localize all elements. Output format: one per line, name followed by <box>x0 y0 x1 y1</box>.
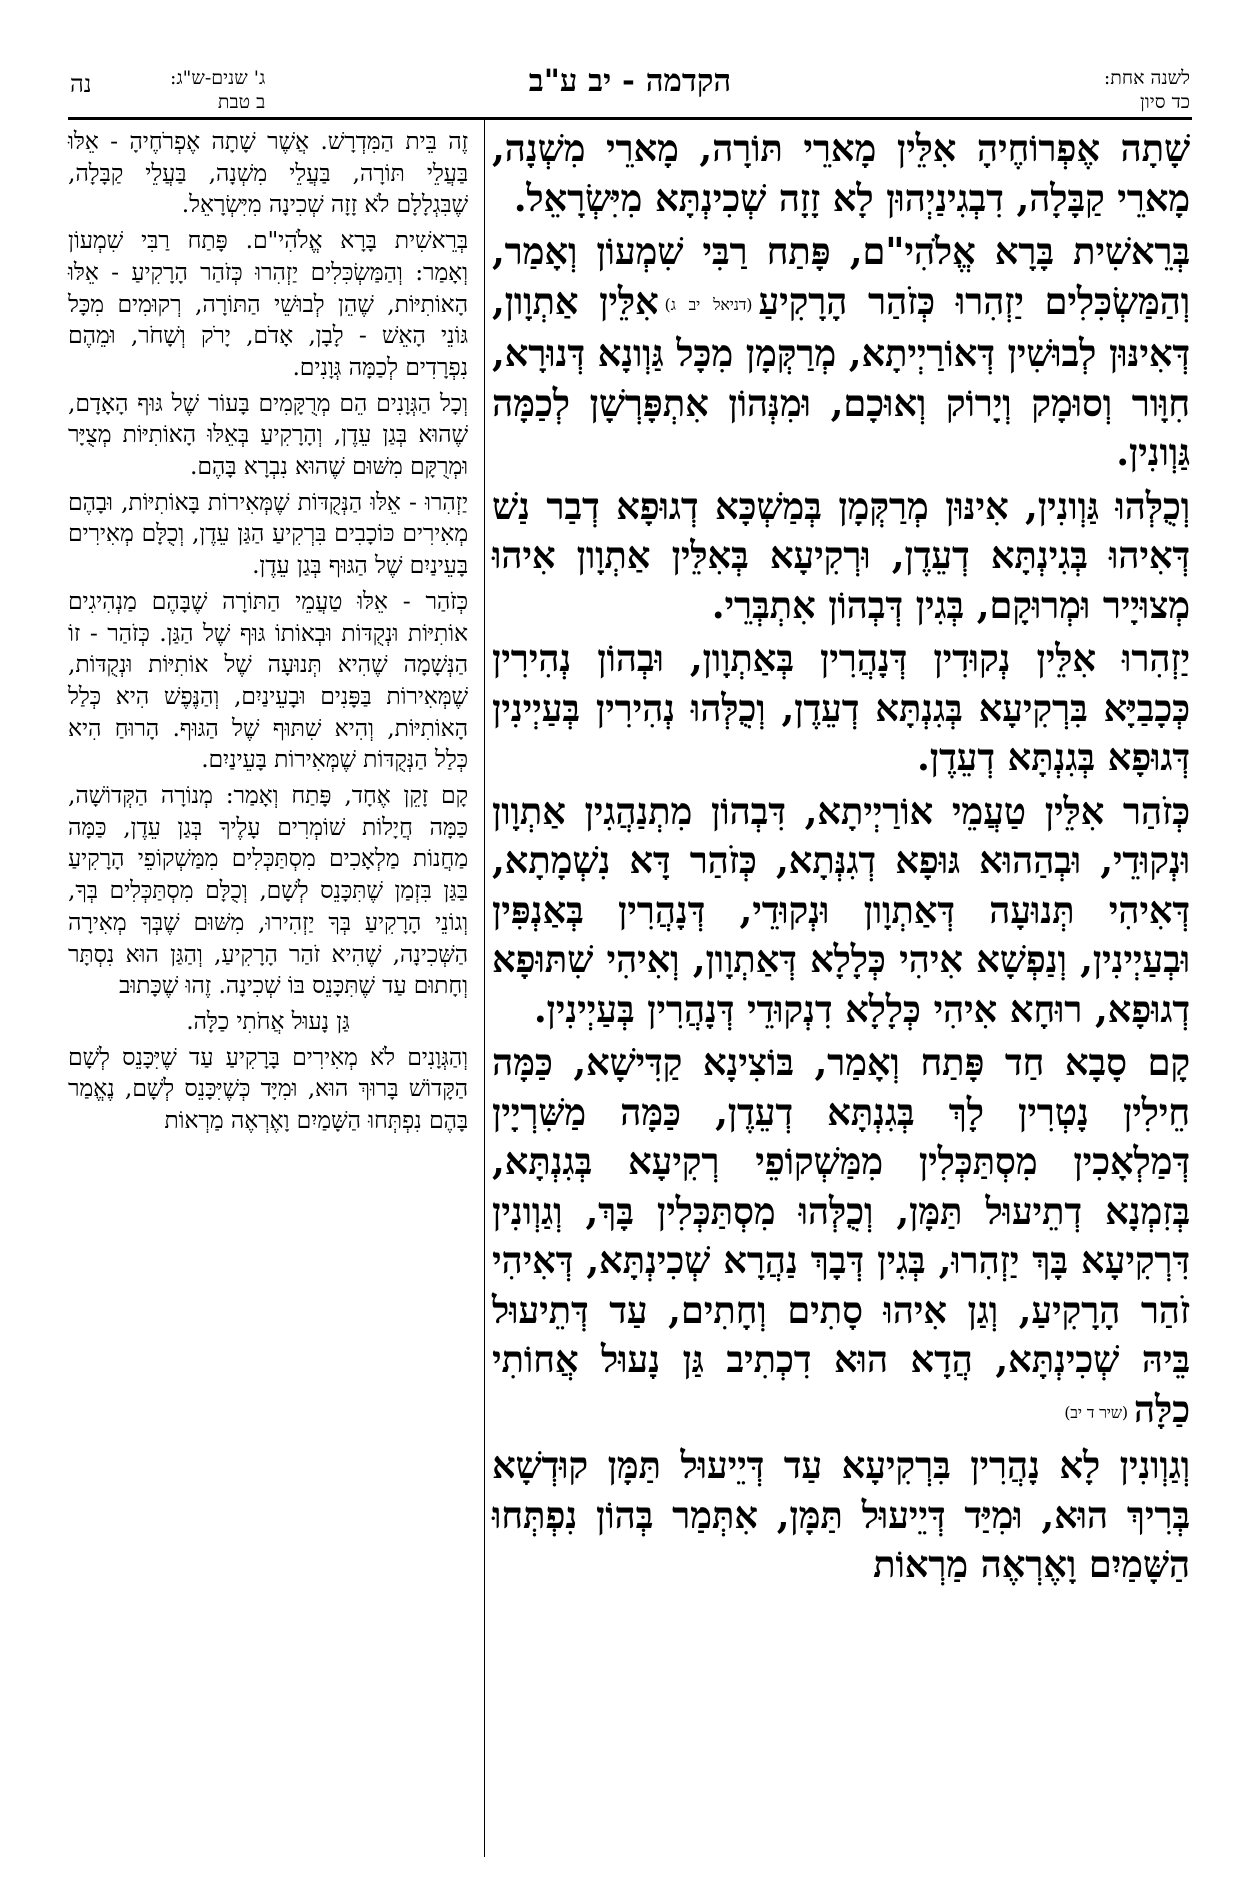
schedule-label: ג' שנים-ש"ג: <box>170 67 266 89</box>
verse-reference: (דניאל יב ג) <box>664 294 753 314</box>
header-divider <box>68 117 1192 120</box>
main-paragraph: שָׁתָה אֶפְרוֹחֶיהָ אִלֵּין מָארֵי תּוֹרָה, מָארֵי מִשְׁנָה, מָארֵי קַבָּלָה, דִבְגִינַיְהוּן לָא זָזָה שְׁכִינְתָּא מִיִּשְׂרָאֵל. <box>492 126 1190 220</box>
schedule-date: כד סיון <box>1140 91 1190 113</box>
schedule-label: לשנה אחת: <box>1103 67 1190 89</box>
main-paragraph: בְּרֵאשִׁית בָּרָא אֱלֹהִי"ם, פָּתַח רַבִּי שִׁמְעוֹן וְאָמַר, וְהַמַּשְׂכִּלִים יַזְהִרוּ כְּזֹהַר הָרָקִיעַ(דניאל יב ג)אִלֵּין אַתְוָון, דְּאִינּוּן לְבוּשִׁין דְּאוֹרַיְיתָא, מְרַקְּמָן מִכָּל גַּוְונָא דְּנוּרָא, חִוָּור וְסוּמָק וְיָרוֹק וְאוּכָם, וּמִנְּהוֹן אִתְפָּרְשָׁן לְכַמָּה גַּוְונִין. <box>492 229 1191 474</box>
schedule-date: ב טבת <box>217 91 266 113</box>
main-paragraph: וְגַוְונִין לָא נָהֲרִין בִּרְקִיעָא עַד דְּיֵיעוּל תַּמָּן קוּדְשָׁא בְּרִיךְ הוּא, וּמִיַּד דְּיֵיעוּל תַּמָּן, אִתְּמַר בְּהוֹן נִפְתְּחוּ הַשָּׁמַיִם וָאֶרְאֶה מַרְאוֹת <box>492 1443 1190 1586</box>
translation-paragraph: זֶה בֵּית הַמִּדְרָשׁ. אֲשֶׁר שָׁתָה אֶפְרֹחֶיהָ - אֵלּוּ בַּעֲלֵי תּוֹרָה, בַּעֲלֵי מִשְׁנָה, בַּעֲלֵי קַבָּלָה, שֶׁבִּגְלָלָם לֹא זָזָה שְׁכִינָה מִיִּשְׂרָאֵל. <box>68 127 468 219</box>
translation-paragraph: בְּרֵאשִׁית בָּרָא אֱלֹהִי"ם. פָּתַח רַבִּי שִׁמְעוֹן וְאָמַר: וְהַמַּשְׂכִּלִים יַזְהִרוּ כְּזֹהַר הָרָקִיעַ - אֵלּוּ הָאוֹתִיּוֹת, שֶׁהֵן לְבוּשֵׁי הַתּוֹרָה, רְקוּמִים מִכָּל גּוֹנֵי הָאֵשׁ - לָבָן, אָדֹם, יָרֹק וְשָׁחֹר, וּמֵהֶם נִפְרָדִים לְכַמָּה גְּוָנִים. <box>68 226 468 381</box>
main-paragraph: וְכֻלְּהוּ גַּוְונִין, אִינּוּן מְרַקְּמָן בְּמַשְׁכָּא דְגוּפָא דְבַר נַשׁ דְּאִיהוּ בְּגִינְתָּא דְעֵדֶן, וּרְקִיעָא בְּאִלֵּין אַתְוָון אִיהוּ מְצוּיָיר וּמְרוּקָם, בְּגִין דְּבְהוֹן אִתְבְּרֵי. <box>492 483 1190 627</box>
translation-paragraph: קָם זָקֵן אֶחָד, פָּתַח וְאָמַר: מְנוֹרָה הַקְּדוֹשָׁה, כַּמָּה חֲיָלוֹת שׁוֹמְרִים עָלֶיךָ בְּגַן עֵדֶן, כַּמָּה מַחֲנוֹת מַלְאָכִים מִסְתַּכְּלִים מִמַּשְׁקוֹפֵי הָרָקִיעַ בַּגַּן בִּזְמַן שֶׁתִּכָּנֵס לְשָׁם, וְכֻלָּם מִסְתַּכְּלִים בְּךָ, וְגוֹנֵי הָרָקִיעַ בְּךָ יַזְהִירוּ, מִשּׁוּם שֶׁבְּךָ מְאִירָה הַשְּׁכִינָה, שֶׁהִיא זֹהַר הָרָקִיעַ, וְהַגַּן הוּא נִסְתָּר וְחָתוּם עַד שֶׁתִּכָּנֵס בּוֹ שְׁכִינָה. זֶהוּ שֶׁכָּתוּב <box>68 781 468 1000</box>
translation-paragraph: יַזְהִרוּ - אֵלּוּ הַנְּקֻדּוֹת שֶׁמְּאִירוֹת בָּאוֹתִיּוֹת, וּבָהֶם מְאִירִים כּוֹכָבִים בִּרְקִיעַ הַגַּן עֵדֶן, וְכֻלָּם מְאִירִים בָּעֵינַיִם שֶׁל הַגּוּף בְּגַן עֵדֶן. <box>68 487 468 580</box>
translation-paragraph: כְּזֹהַר - אֵלּוּ טַעֲמֵי הַתּוֹרָה שֶׁבָּהֶם מַנְהִיגִים אוֹתִיּוֹת וּנְקֻדּוֹת וּבְאוֹתוֹ גּוּף שֶׁל הַגַּן. כְּזֹהַר - זוֹ הַנְּשָׁמָה שֶׁהִיא תְּנוּעָה שֶׁל אוֹתִיּוֹת וּנְקֻדּוֹת, שֶׁמְּאִירוֹת בַּפָּנִים וּבָעֵינַיִם, וְהַנֶּפֶשׁ הִיא כְּלַל הָאוֹתִיּוֹת, וְהִיא שִׁתּוּף שֶׁל הַגּוּף. הָרוּחַ הִיא כְּלַל הַנְּקֻדּוֹת שֶׁמְּאִירוֹת בָּעֵינַיִם. <box>68 586 468 774</box>
translation-paragraph: וְהַגְּוָנִים לֹא מְאִירִים בָּרָקִיעַ עַד שֶׁיִּכָּנֵס לְשָׁם הַקָּדוֹשׁ בָּרוּךְ הוּא, וּמִיָּד כְּשֶׁיִּכָּנֵס לְשָׁם, נֶאֱמַר בָּהֶם נִפְתְּחוּ הַשָּׁמַיִם וָאֶרְאֶה מַרְאוֹת <box>68 1042 468 1135</box>
page-title: הקדמה - יב ע"ב <box>528 63 732 99</box>
translation-column <box>68 126 468 1141</box>
main-paragraph: קָם סָבָא חַד פָּתַח וְאָמַר, בּוֹצִינָא קַדִּישָׁא, כַּמָּה חֵילִין נָטְרִין לָךְ בְּגִנְתָּא דְעֵדֶן, כַּמָּה מַשִּׁרְיָין דְּמַלְאָכִין מִסְתַּכְּלִין מִמַּשְׁקוֹפֵי רְקִיעָא בְּגִנְתָּא, בְּזִמְנָא דְתֵיעוּל תַּמָּן, וְכֻלְּהוּ מִסְתַּכְּלִין בָּךְ, וְגַוְונִין דִּרְקִיעָא בָּךְ יַזְהִרוּ, בְּגִין דְּבָךְ נַהֲרָא שְׁכִינְתָּא, דְּאִיהִי זֹהַר הָרָקִיעַ, וְגַן אִיהוּ סָתִים וְחָתִים, עַד דְּתֵיעוּל בֵּיהּ שְׁכִינְתָּא, הֲדָא הוּא דִכְתִיב גַּן נָעוּל אֲחוֹתִי כַלָּה(שיר ד יב) <box>492 1040 1190 1431</box>
page-number: נה <box>70 70 92 98</box>
translation-verse-quote: גַּן נָעוּל אֲחֹתִי כַלָּה. <box>186 1006 350 1035</box>
column-divider <box>484 117 485 1857</box>
main-paragraph: כְּזֹהַר אִלֵּין טַעֲמֵי אוֹרַיְיתָא, דִּבְהוֹן מִתְנַהֲגִין אַתְוָון וּנְקוּדֵי, וּבְהַהוּא גּוּפָא דְגִנְּתָא, כְּזֹהַר דָּא נִשְׁמָתָא, דְּאִיהִי תְּנוּעָה דְּאַתְוָון וּנְקוּדֵי, דְּנָהֲרִין בְּאַנְפִּין וּבְעַיְינִין, וְנַפְשָׁא אִיהִי כְּלָלָא דְּאַתְוָון, וְאִיהִי שִׁתּוּפָא דְגוּפָא, רוּחָא אִיהִי כְּלָלָא דִנְקוּדֵי דְּנָהֲרִין בְּעַיְינִין. <box>492 788 1190 1031</box>
translation-paragraph: וְכָל הַגְּוָנִים הֵם מְרֻקָּמִים בָּעוֹר שֶׁל גּוּף הָאָדָם, שֶׁהוּא בְּגַן עֵדֶן, וְהָרָקִיעַ בְּאֵלּוּ הָאוֹתִיּוֹת מְצֻיָּר וּמְרֻקָּם מִשּׁוּם שֶׁהוּא נִבְרָא בָּהֶם. <box>68 388 468 481</box>
page-header <box>0 0 1260 118</box>
verse-reference: (שיר ד יב) <box>1064 1402 1128 1422</box>
reading-schedule-three-years <box>170 66 265 114</box>
main-text-column <box>492 124 1190 1594</box>
main-paragraph: יַזְהִרוּ אִלֵּין נְקוּדִין דְּנָהֲרִין בְּאַתְוָון, וּבְהוֹן נְהִירִין כְּכָבַיָּא בִּרְקִיעָא בְּגִנְתָּא דְעֵדֶן, וְכֻלְּהוּ נְהִירִין בְּעַיְינִין דְּגוּפָא בְּגִנְתָּא דְעֵדֶן. <box>492 636 1190 779</box>
